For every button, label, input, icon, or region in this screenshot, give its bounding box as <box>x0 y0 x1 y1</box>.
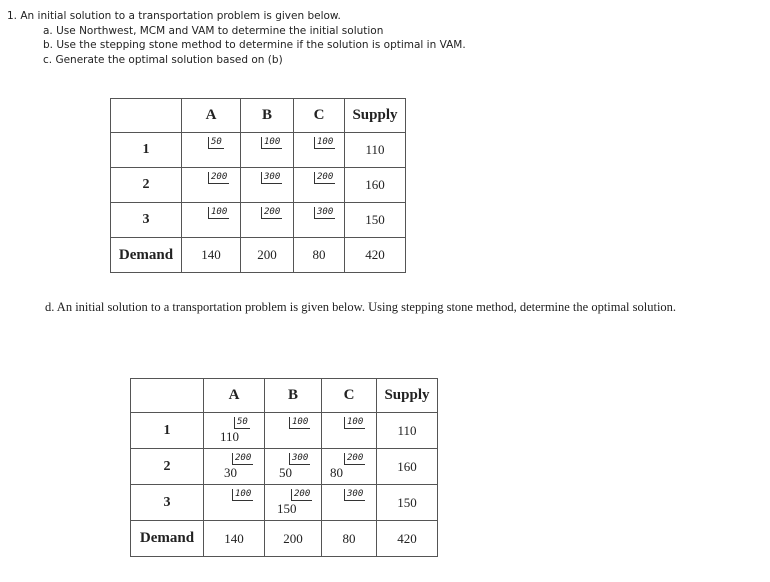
demand-c: 80 <box>322 521 377 557</box>
row-label-2: 2 <box>131 449 204 485</box>
supply-2: 160 <box>377 449 438 485</box>
cell-2b <box>265 449 322 485</box>
cost-2a: 200 <box>232 453 253 465</box>
cell-3a <box>182 203 241 238</box>
cost-1a: 50 <box>234 417 250 429</box>
cell-1c <box>294 133 345 168</box>
alloc-3b: 150 <box>277 501 297 516</box>
col-header-c: C <box>322 379 377 413</box>
question-title: 1. An initial solution to a transportation problem is given below. <box>7 10 341 22</box>
cost-1c: 100 <box>314 137 335 149</box>
cost-2b: 300 <box>261 172 282 184</box>
demand-a: 140 <box>204 521 265 557</box>
cell-1a <box>204 413 265 449</box>
col-header-a: A <box>204 379 265 413</box>
col-header-supply: Supply <box>345 99 406 133</box>
cost-3b: 200 <box>291 489 312 501</box>
cell-2a <box>204 449 265 485</box>
cost-3a: 100 <box>208 207 229 219</box>
cell-2b <box>241 168 294 203</box>
supply-1: 110 <box>377 413 438 449</box>
cell-3a <box>204 485 265 521</box>
cost-1c: 100 <box>344 417 365 429</box>
part-d-text: d. An initial solution to a transportation problem is given below. Using stepping stone method, determine the optimal solution. <box>45 300 677 314</box>
row-label-2: 2 <box>111 168 182 203</box>
demand-total: 420 <box>377 521 438 557</box>
cell-1b <box>241 133 294 168</box>
col-header-b: B <box>265 379 322 413</box>
cost-2b: 300 <box>289 453 310 465</box>
cost-1b: 100 <box>261 137 282 149</box>
cell-3c <box>294 203 345 238</box>
cell-1a <box>182 133 241 168</box>
demand-b: 200 <box>241 238 294 273</box>
cost-1a: 50 <box>208 137 224 149</box>
row-label-1: 1 <box>111 133 182 168</box>
cost-3a: 100 <box>232 489 253 501</box>
demand-total: 420 <box>345 238 406 273</box>
row-label-1: 1 <box>131 413 204 449</box>
question-item-a: a. Use Northwest, MCM and VAM to determine the initial solution <box>43 24 384 37</box>
question-header <box>7 9 466 67</box>
cell-2a <box>182 168 241 203</box>
supply-1: 110 <box>345 133 406 168</box>
supply-2: 160 <box>345 168 406 203</box>
cell-3b <box>265 485 322 521</box>
row-label-3: 3 <box>131 485 204 521</box>
cost-2a: 200 <box>208 172 229 184</box>
col-header-a: A <box>182 99 241 133</box>
corner-cell <box>131 379 204 413</box>
col-header-supply: Supply <box>377 379 438 413</box>
cost-3b: 200 <box>261 207 282 219</box>
row-label-3: 3 <box>111 203 182 238</box>
question-item-c: c. Generate the optimal solution based on (b) <box>43 53 283 66</box>
question-item-b: b. Use the stepping stone method to determine if the solution is optimal in VAM. <box>43 39 466 51</box>
cell-1b <box>265 413 322 449</box>
alloc-2c: 80 <box>330 465 343 480</box>
supply-3: 150 <box>377 485 438 521</box>
alloc-2a: 30 <box>224 465 237 480</box>
alloc-2b: 50 <box>279 465 292 480</box>
cell-1c <box>322 413 377 449</box>
cost-2c: 200 <box>344 453 365 465</box>
demand-label: Demand <box>131 521 204 557</box>
demand-label: Demand <box>111 238 182 273</box>
col-header-b: B <box>241 99 294 133</box>
cost-2c: 200 <box>314 172 335 184</box>
cell-3c <box>322 485 377 521</box>
demand-c: 80 <box>294 238 345 273</box>
demand-b: 200 <box>265 521 322 557</box>
cell-2c <box>294 168 345 203</box>
demand-a: 140 <box>182 238 241 273</box>
col-header-c: C <box>294 99 345 133</box>
cost-3c: 300 <box>314 207 335 219</box>
supply-3: 150 <box>345 203 406 238</box>
cost-3c: 300 <box>344 489 365 501</box>
alloc-1a: 110 <box>220 429 240 444</box>
transportation-table-1 <box>110 98 406 273</box>
cell-2c <box>322 449 377 485</box>
transportation-table-2 <box>130 378 438 557</box>
cost-1b: 100 <box>289 417 310 429</box>
corner-cell <box>111 99 182 133</box>
cell-3b <box>241 203 294 238</box>
